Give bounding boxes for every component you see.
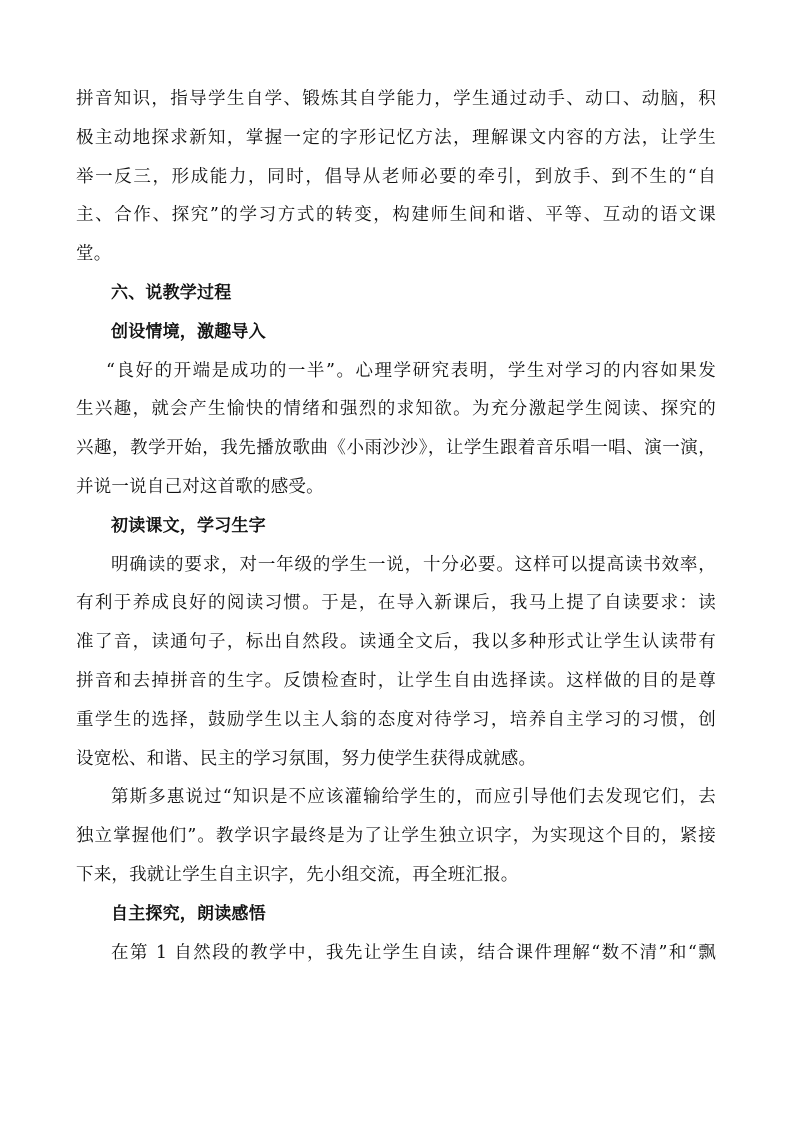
subheading-first-reading: 初读课文，学习生字 xyxy=(111,515,266,536)
document-body xyxy=(76,80,716,972)
text-line: 在第 1 自然段的教学中，我先让学生自读，结合课件理解“数不清”和“飘 xyxy=(111,942,716,963)
text-line: 兴趣，教学开始，我先播放歌曲《小雨沙沙》，让学生跟着音乐唱一唱、演一演， xyxy=(76,438,716,459)
text-line: 重学生的选择，鼓励学生以主人翁的态度对待学习，培养自主学习的习惯，创 xyxy=(76,709,716,730)
text-line: 主、合作、探究”的学习方式的转变，构建师生间和谐、平等、互动的语文课 xyxy=(76,205,716,226)
text-line: 堂。 xyxy=(76,244,112,265)
text-line: 极主动地探求新知，掌握一定的字形记忆方法，理解课文内容的方法，让学生 xyxy=(76,127,716,148)
text-line: 并说一说自己对这首歌的感受。 xyxy=(76,476,324,497)
text-line: 独立掌握他们”。教学识字最终是为了让学生独立识字，为实现这个目的，紧接 xyxy=(76,826,716,847)
text-line: 拼音知识，指导学生自学、锻炼其自学能力，学生通过动手、动口、动脑，积 xyxy=(76,89,716,109)
text-line: 举一反三，形成能力，同时，倡导从老师必要的牵引，到放手、到不生的“自 xyxy=(76,166,716,187)
paragraph-introduction xyxy=(76,352,716,507)
subheading-introduction: 创设情境，激趣导入 xyxy=(111,321,266,342)
text-line: 有利于养成良好的阅读习惯。于是，在导入新课后，我马上提了自读要求：读 xyxy=(76,593,716,614)
paragraph-self-exploration xyxy=(76,934,716,973)
text-line: 拼音和去掉拼音的生字。反馈检查时，让学生自由选择读。这样做的目的是尊 xyxy=(76,670,716,691)
paragraph-reading-requirements xyxy=(76,546,716,779)
paragraph-intro xyxy=(76,80,716,274)
text-line: 准了音，读通句子，标出自然段。读通全文后，我以多种形式让学生认读带有 xyxy=(76,632,716,653)
subheading-self-exploration: 自主探究，朗读感悟 xyxy=(111,903,266,924)
text-line: 设宽松、和谐、民主的学习氛围，努力使学生获得成就感。 xyxy=(76,748,537,769)
paragraph-diesterweg-quote xyxy=(76,778,716,894)
text-line: 生兴趣，就会产生愉快的情绪和强烈的求知欲。为充分激起学生阅读、探究的 xyxy=(76,399,716,420)
text-line: “良好的开端是成功的一半”。心理学研究表明，学生对学习的内容如果发 xyxy=(106,360,716,381)
text-line: 明确读的要求，对一年级的学生一说，十分必要。这样可以提高读书效率， xyxy=(111,554,716,575)
text-line: 下来，我就让学生自主识字，先小组交流，再全班汇报。 xyxy=(76,864,519,885)
section-heading-teaching-process: 六、说教学过程 xyxy=(111,282,232,303)
text-line: 第斯多惠说过“知识是不应该灌输给学生的，而应引导他们去发现它们，去 xyxy=(111,787,716,808)
